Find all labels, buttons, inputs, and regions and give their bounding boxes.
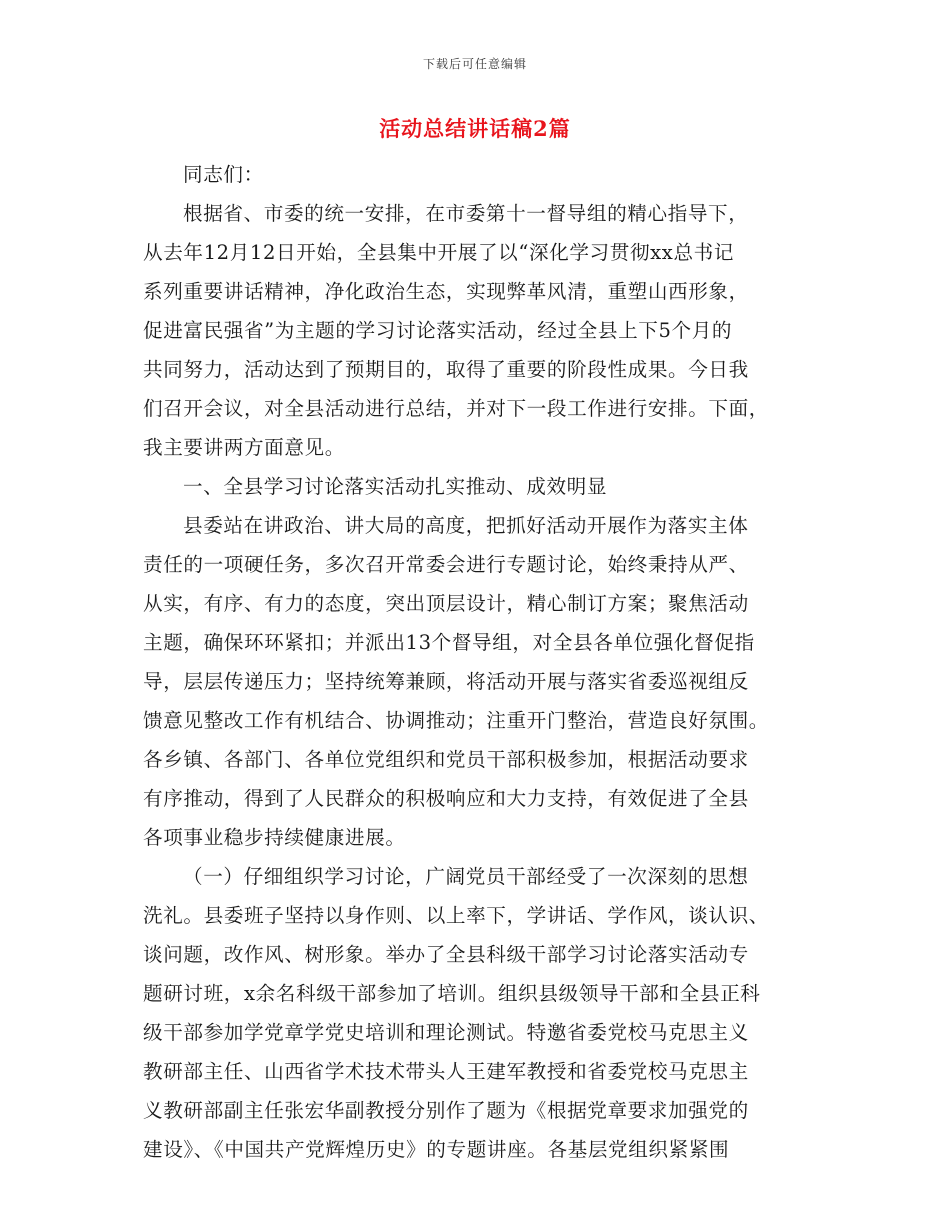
body-line: 题研讨班，x余名科级干部参加了培训。组织县级领导干部和全县正科 — [143, 982, 761, 1005]
body-line: 各项事业稳步持续健康进展。 — [143, 826, 406, 849]
body-line: 导，层层传递压力；坚持统筹兼顾，将活动开展与落实省委巡视组反 — [143, 670, 749, 693]
body-line: 教研部主任、山西省学术技术带头人王建军教授和省委党校马克思主 — [143, 1060, 749, 1083]
body-line: 根据省、市委的统一安排，在市委第十一督导组的精心指导下， — [183, 202, 749, 225]
body-line: 建设》、《中国共产党辉煌历史》的专题讲座。各基层党组织紧紧围 — [143, 1138, 730, 1161]
subsection-heading: （一）仔细组织学习讨论，广阔党员干部经受了一次深刻的思想 — [183, 865, 749, 888]
document-title: 活动总结讲话稿2篇 — [379, 116, 571, 141]
body-line: 义教研部副主任张宏华副教授分别作了题为《根据党章要求加强党的 — [143, 1099, 749, 1122]
body-line: 共同努力，活动达到了预期目的，取得了重要的阶段性成果。今日我 — [143, 358, 749, 381]
body-line: 责任的一项硬任务，多次召开常委会进行专题讨论，始终秉持从严、 — [143, 553, 749, 576]
body-line: 系列重要讲话精神，净化政治生态，实现弊革风清，重塑山西形象， — [143, 280, 749, 303]
body-line: 馈意见整改工作有机结合、协调推动；注重开门整治，营造良好氛围。 — [143, 709, 770, 732]
body-line: 们召开会议，对全县活动进行总结，并对下一段工作进行安排。下面， — [143, 397, 770, 420]
header-note: 下载后可任意编辑 — [422, 57, 527, 71]
body-line: 洗礼。县委班子坚持以身作则、以上率下，学讲话、学作风，谈认识、 — [143, 904, 770, 927]
body-line: 各乡镇、各部门、各单位党组织和党员干部积极参加，根据活动要求 — [143, 748, 749, 771]
body-line: 主题，确保环环紧扣；并派出13个督导组，对全县各单位强化督促指 — [143, 631, 755, 654]
salutation: 同志们： — [183, 163, 264, 186]
body-line: 从实，有序、有力的态度，突出顶层设计，精心制订方案；聚焦活动 — [143, 592, 749, 615]
body-line: 促进富民强省”为主题的学习讨论落实活动，经过全县上下5个月的 — [143, 319, 733, 342]
body-line: 级干部参加学党章学党史培训和理论测试。特邀省委党校马克思主义 — [143, 1021, 749, 1044]
body-line: 谈问题，改作风、树形象。举办了全县科级干部学习讨论落实活动专 — [143, 943, 749, 966]
section-heading: 一、全县学习讨论落实活动扎实推动、成效明显 — [183, 475, 608, 498]
body-line: 县委站在讲政治、讲大局的高度，把抓好活动开展作为落实主体 — [183, 514, 749, 537]
body-line: 我主要讲两方面意见。 — [143, 436, 345, 459]
body-line: 从去年12月12日开始，全县集中开展了以“深化学习贯彻xx总书记 — [143, 241, 735, 264]
body-line: 有序推动，得到了人民群众的积极响应和大力支持，有效促进了全县 — [143, 787, 749, 810]
document-body — [143, 155, 809, 1169]
